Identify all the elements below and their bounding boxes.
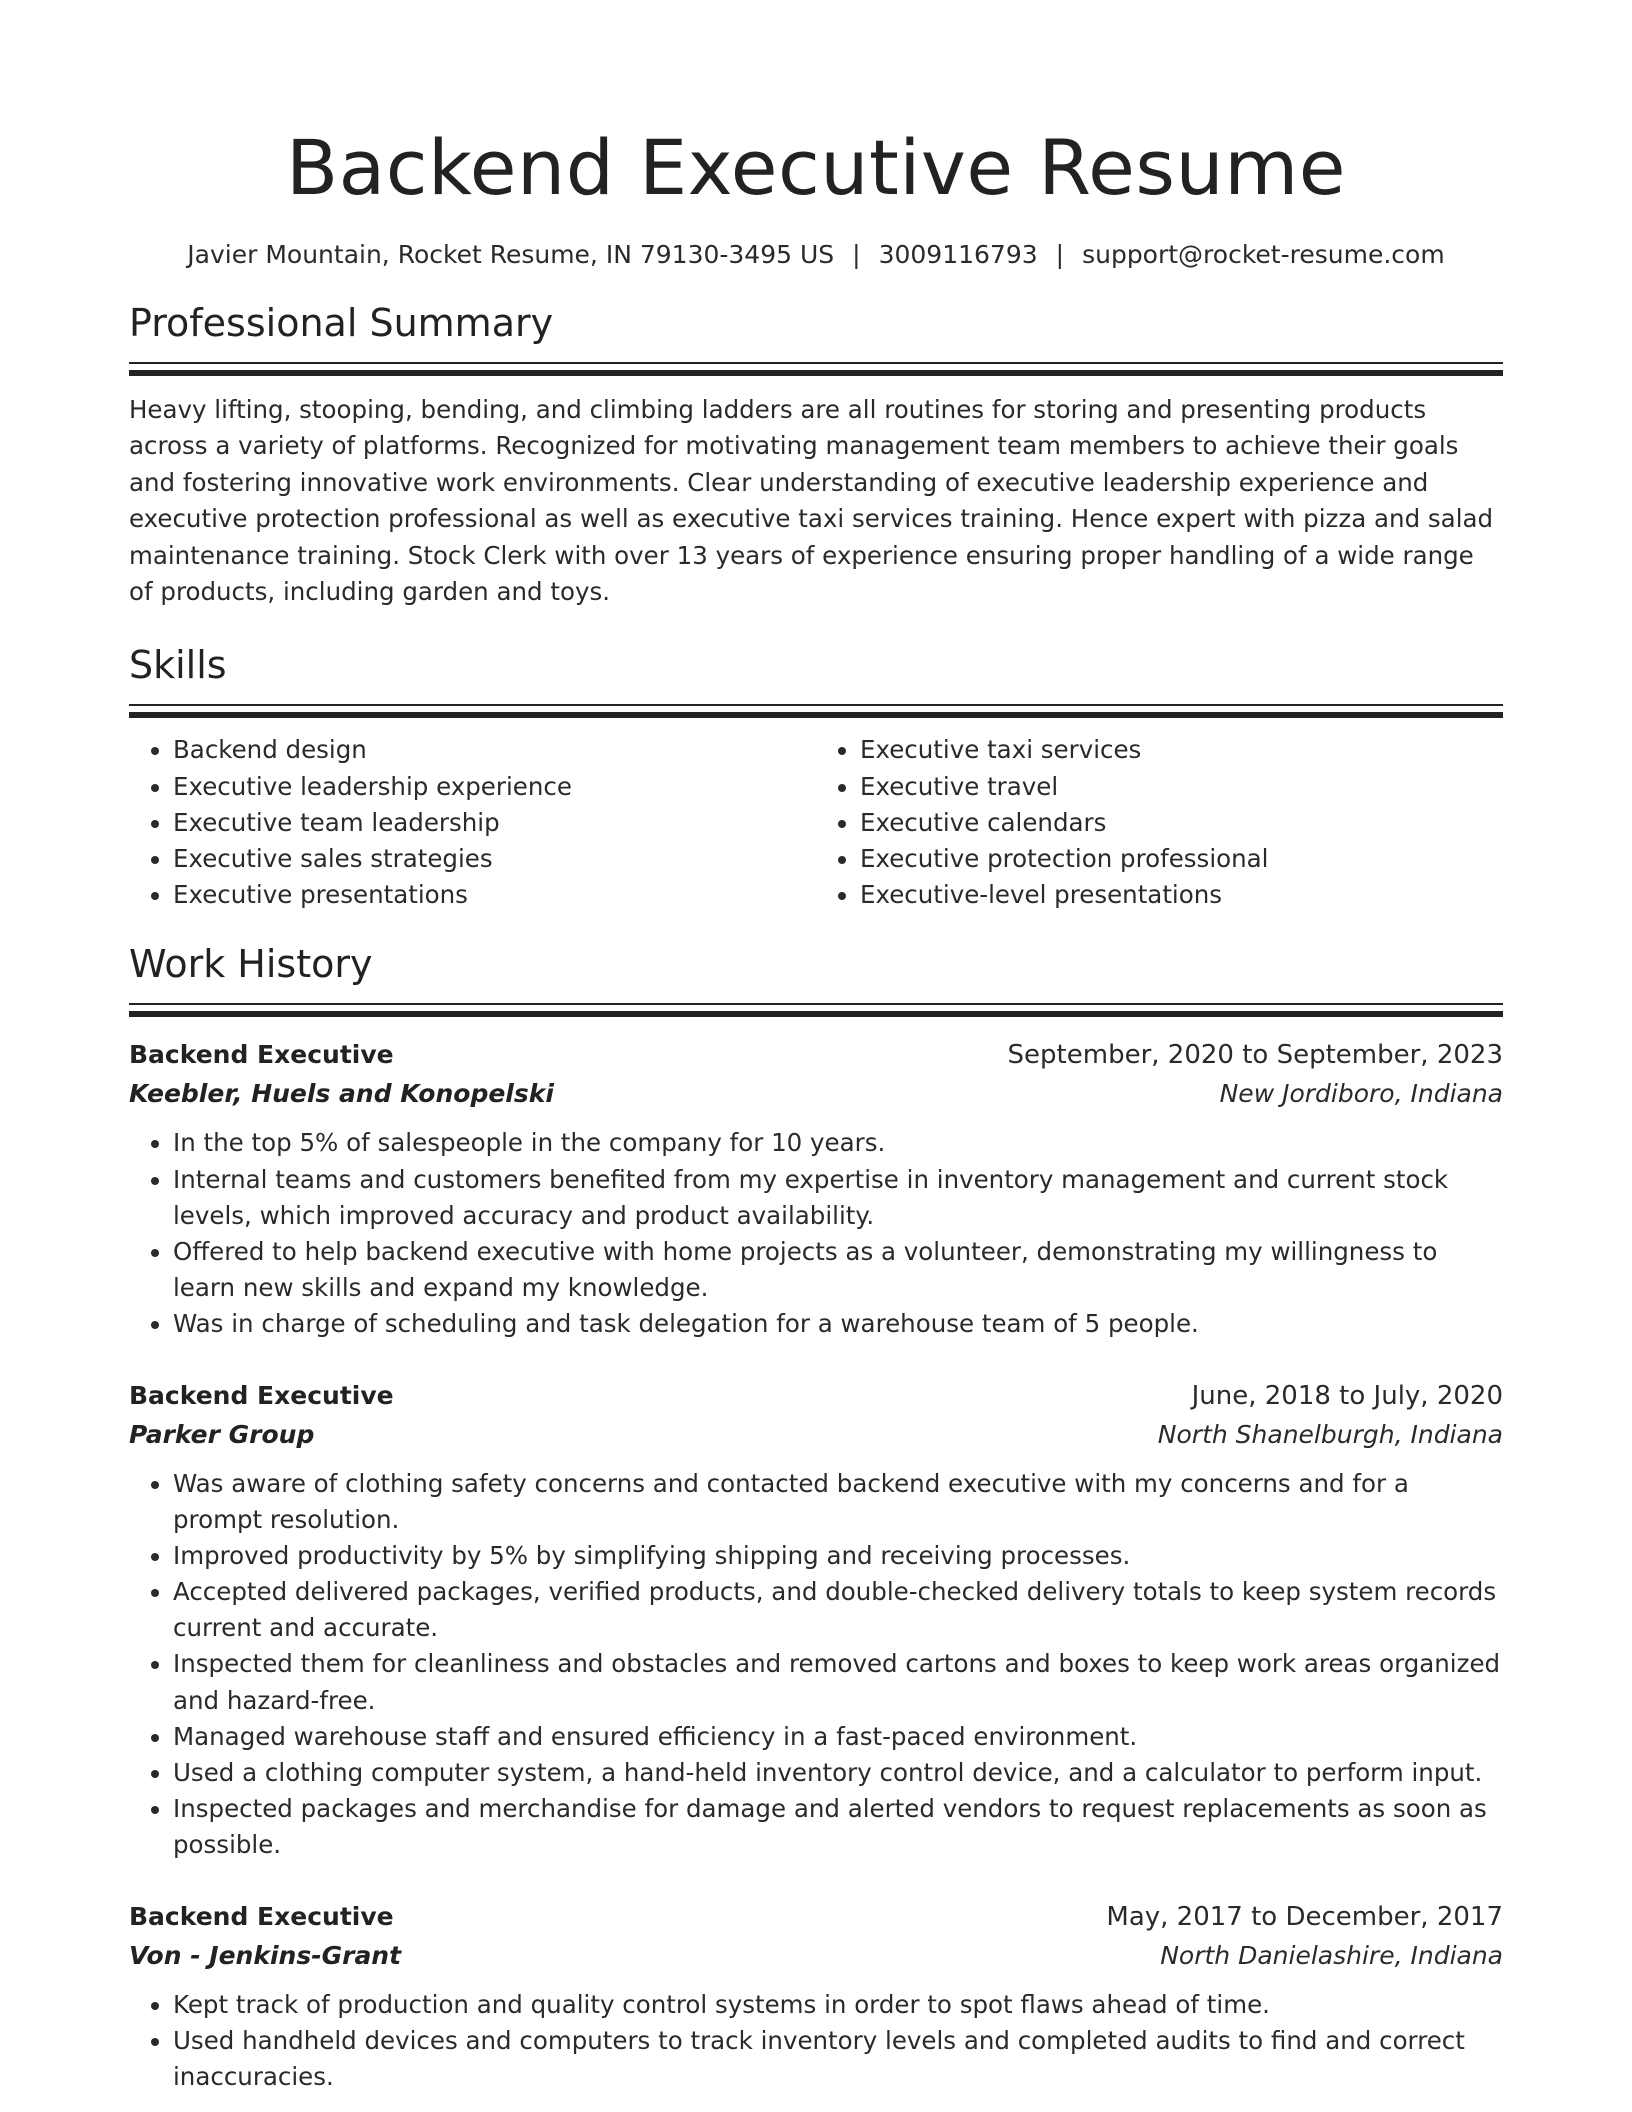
job-bullet: • Managed warehouse staff and ensured efficiency in a fast-paced environment. <box>173 1719 1503 1755</box>
skills-list-left <box>129 732 816 913</box>
job-bullet: • Used handheld devices and computers to track inventory levels and completed audits to find and correct inaccuracies. <box>173 2023 1503 2095</box>
job-company: Parker Group <box>129 1420 315 1450</box>
job-bullets <box>129 1125 1503 1342</box>
job-header-row <box>129 1035 1503 1075</box>
job-entry <box>129 1376 1503 1863</box>
contact-separator: | <box>1055 240 1065 269</box>
skill-item: • Executive protection professional <box>860 841 1503 877</box>
skill-item: • Executive calendars <box>860 805 1503 841</box>
contact-separator: | <box>852 240 861 269</box>
job-entry <box>129 1035 1503 1342</box>
summary-text: Heavy lifting, stooping, bending, and climbing ladders are all routines for storing and presenting products across a variety of platforms. Recognized for motivating management team members to achieve their goals and fostering innovative work environments. Clear understanding of executive leadership experience and executive protection professional as well as executive taxi services training. Hence expert with pizza and salad maintenance training. Stock Clerk with over 13 years of experience ensuring proper handling of a wide range of products, including garden and toys. <box>129 395 1494 607</box>
job-title: Backend Executive <box>129 1902 394 1932</box>
skills-list-right <box>816 732 1503 913</box>
work-history-heading: Work History <box>129 942 373 987</box>
skill-item: • Executive team leadership <box>173 805 816 841</box>
section-divider <box>129 362 1503 376</box>
summary-section <box>129 298 1503 610</box>
job-location: New Jordiboro, Indiana <box>1219 1079 1503 1109</box>
job-bullet: • In the top 5% of salespeople in the company for 10 years. <box>173 1125 1503 1161</box>
skill-item: • Executive taxi services <box>860 732 1503 768</box>
job-bullet: • Accepted delivered packages, verified products, and double-checked delivery totals to keep system records current and accurate. <box>173 1574 1503 1646</box>
job-subheader-row <box>129 1416 1503 1454</box>
contact-line <box>129 238 1503 272</box>
job-header-row <box>129 1376 1503 1416</box>
job-bullets <box>129 1466 1503 1863</box>
contact-address: Javier Mountain, Rocket Resume, IN 79130-3495 US <box>187 240 835 269</box>
contact-phone: 3009116793 <box>878 240 1038 269</box>
summary-heading: Professional Summary <box>129 301 554 345</box>
job-subheader-row <box>129 1075 1503 1113</box>
job-title: Backend Executive <box>129 1040 394 1070</box>
skills-heading: Skills <box>129 643 227 688</box>
job-bullet: • Internal teams and customers benefited from my expertise in inventory management and current stock levels, which improved accuracy and product availability. <box>173 1162 1503 1234</box>
skill-item: • Executive presentations <box>173 877 816 913</box>
job-bullet: • Kept track of production and quality control systems in order to spot flaws ahead of time. <box>173 1987 1503 2023</box>
job-dates: September, 2020 to September, 2023 <box>1007 1040 1503 1071</box>
job-dates: June, 2018 to July, 2020 <box>1191 1381 1503 1412</box>
skill-item: • Executive travel <box>860 769 1503 805</box>
job-bullet: • Inspected them for cleanliness and obstacles and removed cartons and boxes to keep work areas organized and hazard-free. <box>173 1646 1503 1718</box>
work-history-section <box>129 939 1503 2095</box>
skill-item: • Executive leadership experience <box>173 769 816 805</box>
job-bullet: • Was in charge of scheduling and task delegation for a warehouse team of 5 people. <box>173 1306 1503 1342</box>
skills-grid <box>129 732 1503 913</box>
skill-item: • Executive-level presentations <box>860 877 1503 913</box>
job-header-row <box>129 1897 1503 1937</box>
job-bullet: • Was aware of clothing safety concerns and contacted backend executive with my concerns and for a prompt resolution. <box>173 1466 1503 1538</box>
job-bullets <box>129 1987 1503 2095</box>
job-location: North Shanelburgh, Indiana <box>1157 1420 1503 1450</box>
skill-item: • Backend design <box>173 732 816 768</box>
job-bullet: • Inspected packages and merchandise for damage and alerted vendors to request replacements as soon as possible. <box>173 1791 1503 1863</box>
section-divider <box>129 1003 1503 1017</box>
job-dates: May, 2017 to December, 2017 <box>1106 1902 1503 1933</box>
skill-item: • Executive sales strategies <box>173 841 816 877</box>
job-location: North Danielashire, Indiana <box>1160 1941 1503 1971</box>
job-bullet: • Improved productivity by 5% by simplifying shipping and receiving processes. <box>173 1538 1503 1574</box>
section-divider <box>129 704 1503 718</box>
job-company: Keebler, Huels and Konopelski <box>129 1079 554 1109</box>
job-bullet: • Offered to help backend executive with home projects as a volunteer, demonstrating my willingness to learn new skills and expand my knowledge. <box>173 1234 1503 1306</box>
skills-section <box>129 640 1503 913</box>
job-subheader-row <box>129 1937 1503 1975</box>
resume-title: Backend Executive Resume <box>285 123 1346 212</box>
job-title: Backend Executive <box>129 1381 394 1411</box>
job-bullet: • Used a clothing computer system, a hand-held inventory control device, and a calculator to perform input. <box>173 1755 1503 1791</box>
job-entry <box>129 1897 1503 2095</box>
job-company: Von - Jenkins-Grant <box>129 1941 402 1971</box>
contact-email: support@rocket-resume.com <box>1082 240 1445 269</box>
